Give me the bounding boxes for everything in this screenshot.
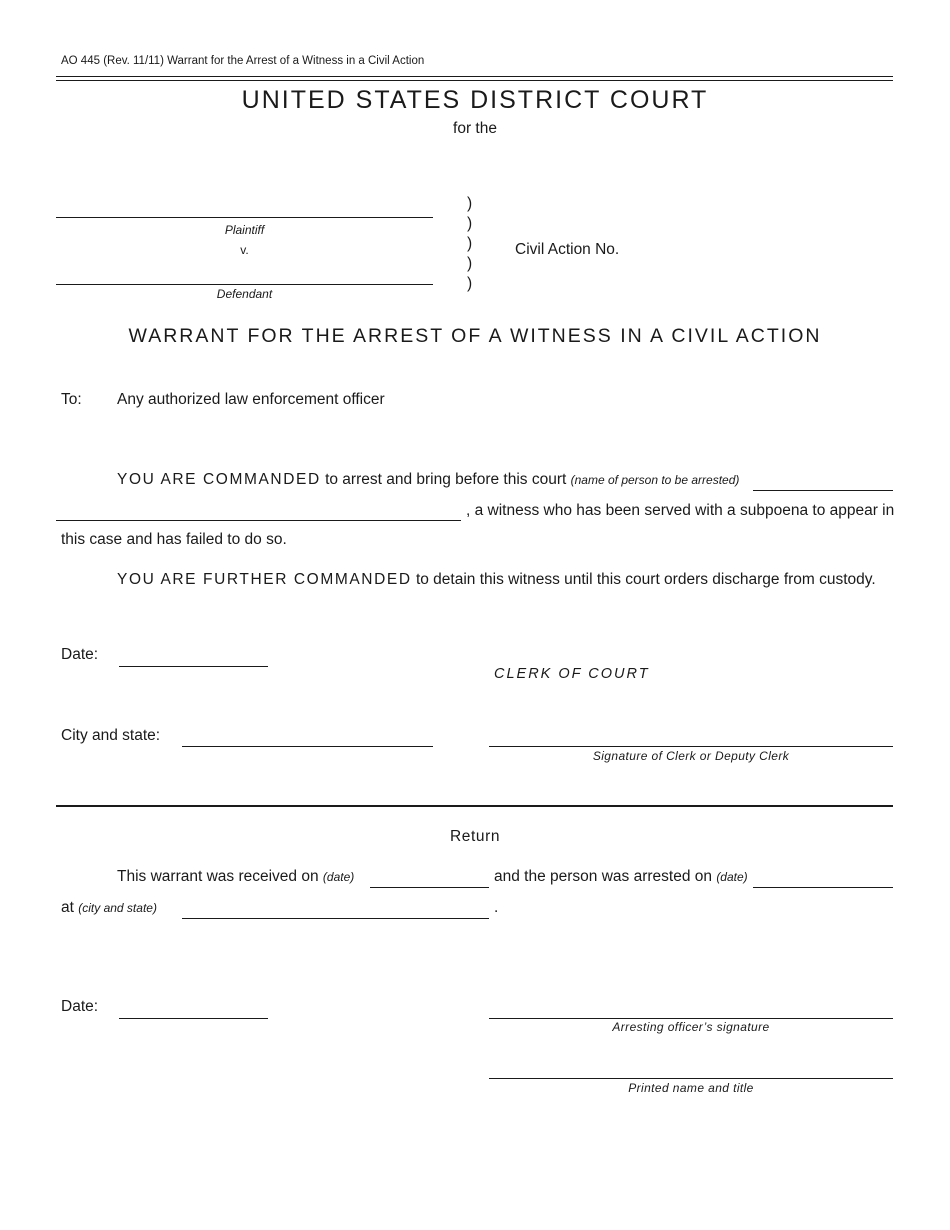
clerk-of-court-label: CLERK OF COURT xyxy=(494,666,650,682)
printed-name-caption: Printed name and title xyxy=(628,1081,754,1095)
issue-date-field[interactable] xyxy=(119,666,268,667)
received-date-note: (date) xyxy=(322,870,355,884)
defendant-field[interactable] xyxy=(56,284,433,285)
received-date-field[interactable] xyxy=(370,887,489,888)
to-label: To: xyxy=(61,391,82,408)
header-rule-top xyxy=(56,76,893,77)
issue-date-label: Date: xyxy=(61,646,99,663)
addressee-value: Any authorized law enforcement officer xyxy=(117,391,385,408)
return-date-field[interactable] xyxy=(119,1018,268,1019)
city-state-field[interactable] xyxy=(182,746,433,747)
printed-name-field[interactable] xyxy=(489,1078,893,1079)
command-text-3: this case and has failed to do so. xyxy=(61,531,287,548)
document-title: WARRANT FOR THE ARREST OF A WITNESS IN A CIVIL ACTION xyxy=(128,325,822,347)
arrested-label: and the person was arrested on xyxy=(494,868,712,885)
further-text: to detain this witness until this court orders discharge from custody. xyxy=(415,571,876,588)
caption-paren: ) xyxy=(467,255,473,272)
arrest-location-field[interactable] xyxy=(182,918,489,919)
arrested-date-note: (date) xyxy=(716,870,748,884)
person-name-field-continued[interactable] xyxy=(56,520,461,521)
arrested-text xyxy=(494,868,748,886)
plaintiff-label: Plaintiff xyxy=(224,223,265,237)
command-lead: YOU ARE COMMANDED xyxy=(117,471,321,488)
caption-paren: ) xyxy=(467,275,473,292)
return-heading: Return xyxy=(449,828,501,845)
clerk-signature-caption: Signature of Clerk or Deputy Clerk xyxy=(592,749,790,763)
command-line-1 xyxy=(117,471,739,489)
versus-label: v. xyxy=(240,243,249,257)
caption-paren: ) xyxy=(467,215,473,232)
section-divider xyxy=(56,805,893,807)
plaintiff-field[interactable] xyxy=(56,217,433,218)
city-state-label: City and state: xyxy=(61,727,161,744)
further-lead: YOU ARE FURTHER COMMANDED xyxy=(117,571,412,588)
at-text xyxy=(61,899,157,917)
court-subtitle: for the xyxy=(453,120,497,137)
received-label: This warrant was received on xyxy=(117,868,319,885)
clerk-signature-field[interactable] xyxy=(489,746,893,747)
civil-action-label: Civil Action No. xyxy=(515,241,620,258)
city-state-note: (city and state) xyxy=(78,901,157,915)
at-label: at xyxy=(61,899,74,916)
caption-paren: ) xyxy=(467,195,473,212)
header-rule-bottom xyxy=(56,80,893,81)
command-text-2: , a witness who has been served with a subpoena to appear in xyxy=(466,502,895,519)
court-title: UNITED STATES DISTRICT COURT xyxy=(241,86,709,114)
officer-signature-caption: Arresting officer’s signature xyxy=(612,1020,770,1034)
received-text xyxy=(117,868,354,886)
period: . xyxy=(494,899,499,916)
command-text-1: to arrest and bring before this court xyxy=(325,471,567,488)
officer-signature-field[interactable] xyxy=(489,1018,893,1019)
caption-paren: ) xyxy=(467,235,473,252)
defendant-label: Defendant xyxy=(216,287,273,301)
person-note: (name of person to be arrested) xyxy=(570,473,740,487)
return-date-label: Date: xyxy=(61,998,99,1015)
further-command-line xyxy=(117,571,876,589)
form-number: AO 445 (Rev. 11/11) Warrant for the Arrest of a Witness in a Civil Action xyxy=(61,55,425,67)
arrested-date-field[interactable] xyxy=(753,887,893,888)
person-name-field[interactable] xyxy=(753,490,893,491)
